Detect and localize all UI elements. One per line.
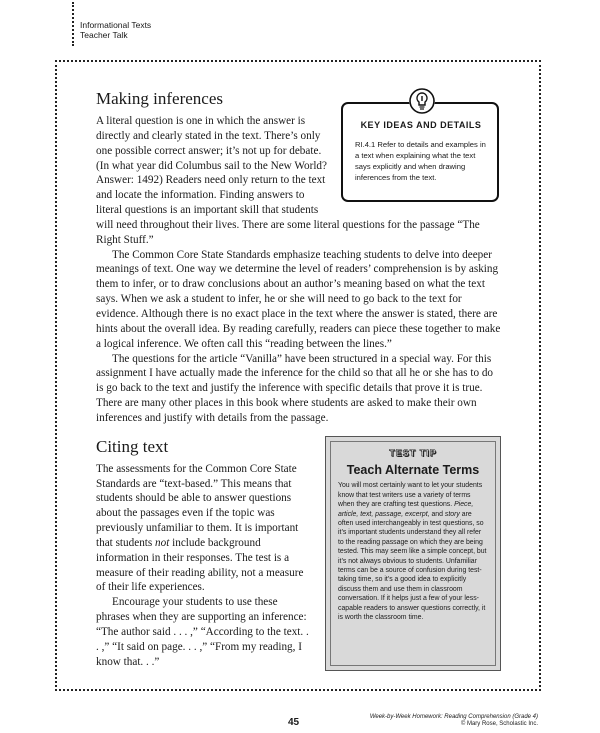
section-citing-text <box>96 436 501 670</box>
section-heading: Citing text <box>96 436 169 456</box>
test-tip-title: Teach Alternate Terms <box>346 462 480 477</box>
paragraph: The questions for the article “Vanilla” have been structured in a special way. For this assignment I have actually made the inference for the child so that all he or she has to do is go back to the text and justify the inference with specific details that prove it is true. There are many other places in this book where students are asked to make their own inferences and justify with details from the passage. <box>96 352 494 424</box>
credit-copyright: © Mary Rose, Scholastic Inc. <box>460 721 538 727</box>
header-line-1: Informational Texts <box>80 20 152 30</box>
running-header <box>80 20 151 40</box>
test-tip-inner <box>330 441 496 666</box>
header-line-2: Teacher Talk <box>80 30 128 40</box>
key-ideas-text: RI.4.1 Refer to details and examples in a text when explaining what the text says explicitly and when drawing inferences from the text. <box>355 139 486 182</box>
emphasis-not: not <box>155 536 170 549</box>
credit-title: Week-by-Week Homework: Reading Comprehension (Grade 4) <box>369 714 538 720</box>
test-tip-box <box>325 436 501 671</box>
test-tip-callout <box>325 436 501 671</box>
page-number: 45 <box>288 717 300 728</box>
credit-line <box>370 714 538 728</box>
key-ideas-title: KEY IDEAS AND DETAILS <box>360 120 482 130</box>
test-tip-text <box>338 481 488 622</box>
paragraph: The Common Core State Standards emphasize teaching students to delve into deeper meanings of text. One way we determine the level of readers’ comprehension is by asking them to infer, or to draw conclusions about an author’s meaning based on what the text says. When we ask a student to infer, he or she will need to go back to the text for evidence. Although there is no exact place in the text where the answer is stated, there are hints about the overall idea. By reading carefully, readers can piece these together to make a logical inference. We often call this “reading between the lines.” <box>96 248 501 350</box>
tip-terms: Piece, article, text, passage, excerpt, <box>338 501 474 518</box>
paragraph: Encourage your students to use these phrases when they are supporting an inference: “The author said . . . ,” “According to the text. . . ,” “It said on page. . . ,” “From my reading, I know that. . .” <box>96 596 309 668</box>
test-tip-label: TEST TIP <box>389 447 437 458</box>
key-ideas-callout <box>341 88 501 206</box>
section-making-inferences <box>96 88 501 426</box>
header-dotted-rule <box>72 2 74 46</box>
lightbulb-icon <box>409 88 435 114</box>
tip-and: and <box>431 510 443 518</box>
key-ideas-box <box>341 102 499 202</box>
paragraph-part: The assessments for the Common Core State Standards are “text-based.” This means that students should be able to answer questions about the passages even if the topic was previously unfamiliar to them. It is important that students <box>96 462 299 549</box>
paragraph: A literal question is one in which the answer is directly and clearly stated in the text. There’s only one possible correct answer; it’s not up for debate. (In what year did Columbus sail to the New World? Answer: 1492) Readers need only return to the text and locate the information. Finding answers to literal questions is an important skill that students will need throughout their lives. There are some literal questions for the passage “The Right Stuff.” <box>96 115 480 246</box>
tip-story: story <box>444 510 460 518</box>
tip-text-a: You will most certainly want to let your students know that test writers use a variety of terms when they are crafting test questions. <box>338 482 483 509</box>
main-content <box>96 88 501 677</box>
paragraph-part: include background information in their responses. The test is a measure of their reading ability, not a measure of their life experiences. <box>96 536 304 594</box>
tip-text-b: are often used interchangeably in test questions, so it’s important students understand they all refer to the reading passage on which they are being tested. This may seem like a simple concept, but it’s not always obvious to students. Unfamiliar terms can be a source of confusion during test-taking time, so it’s a good idea to explicitly discuss them and use them in classroom conversation. If it helps just a few of your less-capable readers to answer questions correctly, it is worth the classroom time. <box>338 510 487 622</box>
section-heading: Making inferences <box>96 89 223 108</box>
